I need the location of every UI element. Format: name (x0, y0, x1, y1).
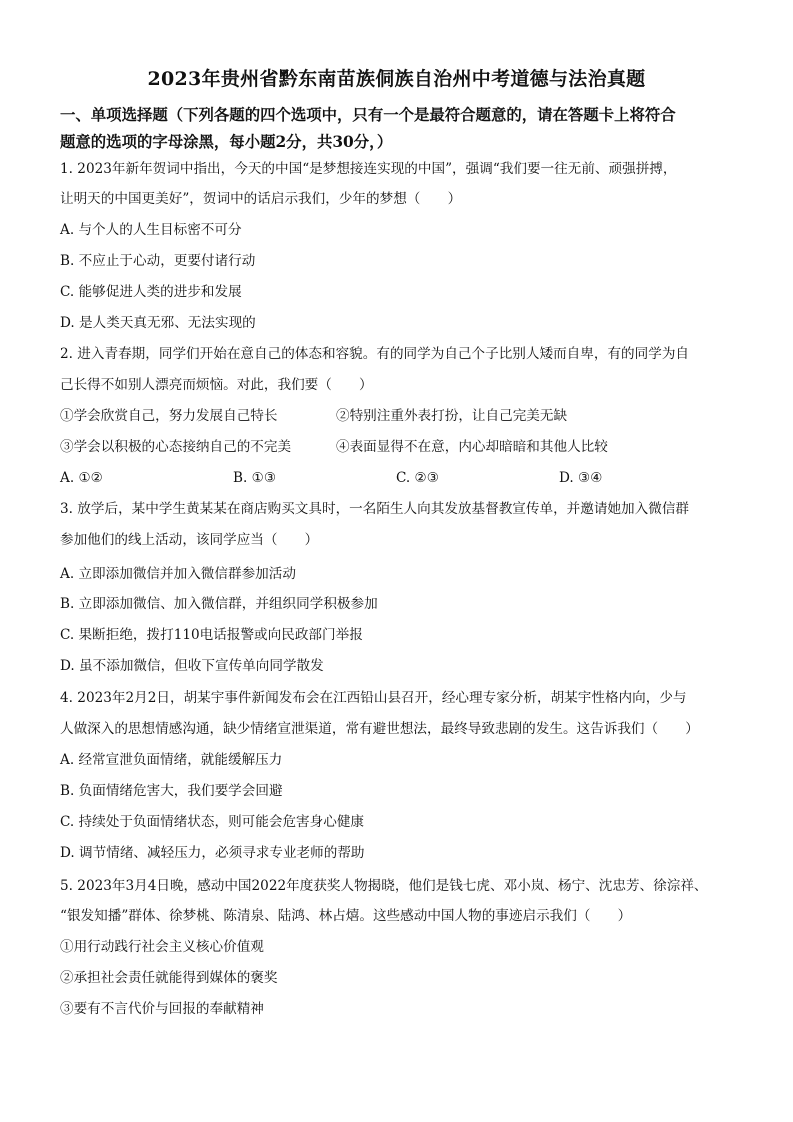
q3-option-a: A. 立即添加微信并加入微信群参加活动 (60, 566, 296, 582)
q4-option-a: A. 经常宣泄负面情绪，就能缓解压力 (60, 752, 283, 768)
q5-statement-1: ①用行动践行社会主义核心价值观 (60, 939, 264, 955)
q4-option-d: D. 调节情绪、减轻压力，必须寻求专业老师的帮助 (60, 845, 365, 861)
q2-stem-line-2: 己长得不如别人漂亮而烦恼。对此，我们要（ ） (60, 377, 373, 393)
q1-option-b: B. 不应止于心动，更要付诸行动 (60, 253, 256, 269)
q3-stem-line-1: 3. 放学后，某中学生黄某某在商店购买文具时，一名陌生人向其发放基督教宣传单，并邀请她加入微信群 (60, 501, 690, 517)
q1-option-d: D. 是人类天真无邪、无法实现的 (60, 315, 256, 331)
q3-option-d: D. 虽不添加微信，但收下宣传单向同学散发 (60, 658, 324, 674)
q1-stem-line-1: 1. 2023年新年贺词中指出，今天的中国“是梦想接连实现的中国”，强调“我们要一往无前、顽强拼搏， (60, 161, 677, 177)
q2-option-a: A. ①② (60, 470, 103, 486)
q2-statement-4: ④表面显得不在意，内心却暗暗和其他人比较 (336, 439, 608, 455)
q2-option-b: B. ①③ (233, 470, 277, 486)
q5-stem-line-1: 5. 2023年3月4日晚，感动中国2022年度获奖人物揭晓，他们是钱七虎、邓小岚、杨宁、沈忠芳、徐淙祥、 (60, 878, 708, 894)
q3-option-c: C. 果断拒绝，拨打110电话报警或向民政部门举报 (60, 627, 363, 643)
q5-stem-line-2: “银发知播”群体、徐梦桃、陈清泉、陆鸿、林占熺。这些感动中国人物的事迹启示我们（ ） (60, 908, 632, 924)
section-heading-line-2: 题意的选项的字母涂黑，每小题2分，共30分，） (60, 133, 393, 151)
page-title: 2023年贵州省黔东南苗族侗族自治州中考道德与法治真题 (147, 68, 646, 90)
q4-option-c: C. 持续处于负面情绪状态，则可能会危害身心健康 (60, 814, 365, 830)
q4-option-b: B. 负面情绪危害大，我们要学会回避 (60, 783, 283, 799)
q1-option-a: A. 与个人的人生目标密不可分 (60, 222, 242, 238)
section-heading-line-1: 一、单项选择题（下列各题的四个选项中，只有一个是最符合题意的，请在答题卡上将符合 (60, 106, 676, 124)
q3-stem-line-2: 参加他们的线上活动，该同学应当（ ） (60, 532, 319, 548)
q4-stem-line-2: 人做深入的思想情感沟通，缺少情绪宣泄渠道，常有避世想法，最终导致悲剧的发生。这告诉我们（ ） (60, 721, 699, 737)
q5-statement-2: ②承担社会责任就能得到媒体的褒奖 (60, 970, 278, 986)
q1-stem-line-2: 让明天的中国更美好”，贺词中的话启示我们，少年的梦想（ ） (60, 191, 462, 207)
q2-stem-line-1: 2. 进入青春期，同学们开始在意自己的体态和容貌。有的同学为自己个子比别人矮而自卑，有的同学为自 (60, 346, 690, 362)
q3-option-b: B. 立即添加微信、加入微信群，并组织同学积极参加 (60, 596, 378, 612)
q1-option-c: C. 能够促进人类的进步和发展 (60, 284, 242, 300)
q2-statement-2: ②特别注重外表打扮，让自己完美无缺 (336, 408, 568, 424)
q4-stem-line-1: 4. 2023年2月2日，胡某宇事件新闻发布会在江西铅山县召开，经心理专家分析，胡某宇性格内向，少与 (60, 690, 687, 706)
q2-statement-1: ①学会欣赏自己，努力发展自己特长 (60, 408, 278, 424)
q2-option-d: D. ③④ (559, 470, 603, 486)
q5-statement-3: ③要有不言代价与回报的奉献精神 (60, 1001, 264, 1017)
q2-option-c: C. ②③ (396, 470, 439, 486)
q2-statement-3: ③学会以积极的心态接纳自己的不完美 (60, 439, 292, 455)
